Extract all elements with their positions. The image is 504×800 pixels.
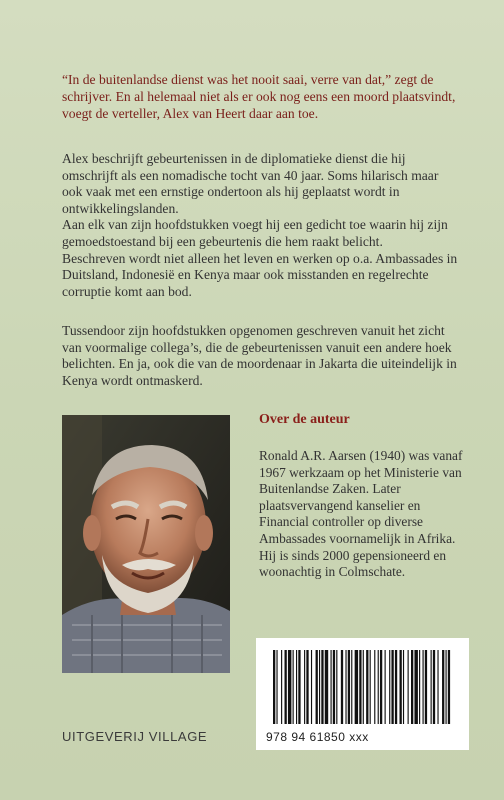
barcode-bar bbox=[298, 650, 300, 724]
barcode-bar bbox=[304, 650, 305, 724]
barcode-bar bbox=[341, 650, 343, 724]
barcode-bar bbox=[403, 650, 404, 724]
barcode-bar bbox=[414, 650, 417, 724]
barcode-bar bbox=[359, 650, 361, 724]
author-photo bbox=[62, 415, 230, 673]
barcode-bar bbox=[296, 650, 297, 724]
about-author-text: Ronald A.R. Aarsen (1940) was vanaf 1967 werkzaam op het Ministerie van Buitenlandse Zaken. Later plaatsvervangend kanselier en Financial controller op diverse Ambassades voornamelijk in Afrika. Hij is sinds 2000 gepensioneerd en woonachtig in Colmschate. bbox=[259, 448, 463, 580]
barcode-bar bbox=[423, 650, 424, 724]
barcode-bar bbox=[374, 650, 375, 724]
blurb-text-3: Beschreven wordt niet alleen het leven en werken op o.a. Ambassades in Duitsland, Indonesië en Kenya maar ook misstanden en regelrechte corruptie komt aan bod. bbox=[62, 250, 458, 299]
barcode-bar bbox=[336, 650, 337, 724]
barcode-bar bbox=[378, 650, 379, 724]
intro-quote: “In de buitenlandse dienst was het nooit saai, verre van dat,” zegt de schrijver. En al helemaal niet als er ook nog eens een moord plaatsvindt, voegt de verteller, Alex van Heert daar aan toe. bbox=[62, 72, 456, 121]
barcode-bar bbox=[446, 650, 447, 724]
blurb-text-2: Aan elk van zijn hoofdstukken voegt hij een gedicht toe waarin hij zijn gemoedstoestand bij een gebeurtenis die hem raakt belicht. bbox=[62, 217, 448, 249]
barcode-bar bbox=[411, 650, 413, 724]
barcode-bar bbox=[316, 650, 318, 724]
barcode-bar bbox=[363, 650, 364, 724]
barcode-bar bbox=[448, 650, 450, 724]
barcode-bar bbox=[281, 650, 282, 724]
publisher-name: UITGEVERIJ VILLAGE bbox=[62, 729, 208, 744]
blurb-paragraph-1 bbox=[62, 151, 460, 300]
barcode-bar bbox=[273, 650, 275, 724]
barcode-bar bbox=[431, 650, 432, 724]
about-author-heading: Over de auteur bbox=[259, 412, 350, 427]
barcode-bar bbox=[306, 650, 308, 724]
barcode-bar bbox=[408, 650, 409, 724]
barcode-bar bbox=[351, 650, 352, 724]
barcode-bar bbox=[442, 650, 444, 724]
blurb-text-1: Alex beschrijft gebeurtenissen in de diplomatieke dienst die hij omschrijft als een nomadische tocht van 40 jaar. Soms hilarisch maar ook vaak met een ernstige ondertoon als hij geplaatst wordt in ontwikkelingslanden. bbox=[62, 151, 439, 216]
barcode-bar bbox=[311, 650, 312, 724]
barcode-bars bbox=[273, 650, 453, 726]
barcode-bar bbox=[355, 650, 358, 724]
barcode-bar bbox=[288, 650, 291, 724]
barcode-bar bbox=[395, 650, 397, 724]
isbn-number: 978 94 61850 xxx bbox=[266, 730, 369, 744]
barcode-bar bbox=[331, 650, 332, 724]
barcode-bar bbox=[380, 650, 382, 724]
blurb-text-4: Tussendoor zijn hoofdstukken opgenomen geschreven vanuit het zicht van voormalige collega’s, die de gebeurtenissen vanuit een andere hoek belichten. En ja, ook die van de moordenaar in Jakarta die uiteindelijk in Kenya wordt ontmaskerd. bbox=[62, 323, 457, 388]
barcode-bar bbox=[319, 650, 320, 724]
barcode-bar bbox=[321, 650, 323, 724]
barcode-bar bbox=[285, 650, 287, 724]
barcode-bar bbox=[437, 650, 438, 724]
barcode-bar bbox=[400, 650, 402, 724]
barcode-bar bbox=[433, 650, 435, 724]
barcode-bar bbox=[348, 650, 350, 724]
barcode-bar bbox=[419, 650, 420, 724]
barcode-bar bbox=[391, 650, 393, 724]
blurb-paragraph-2 bbox=[62, 323, 460, 389]
barcode bbox=[256, 638, 469, 750]
barcode-bar bbox=[325, 650, 328, 724]
barcode-bar bbox=[333, 650, 335, 724]
barcode-bar bbox=[345, 650, 346, 724]
barcode-bar bbox=[293, 650, 294, 724]
barcode-bar bbox=[389, 650, 390, 724]
barcode-bar bbox=[276, 650, 277, 724]
barcode-bar bbox=[425, 650, 427, 724]
barcode-bar bbox=[366, 650, 368, 724]
barcode-bar bbox=[370, 650, 371, 724]
barcode-bar bbox=[385, 650, 386, 724]
